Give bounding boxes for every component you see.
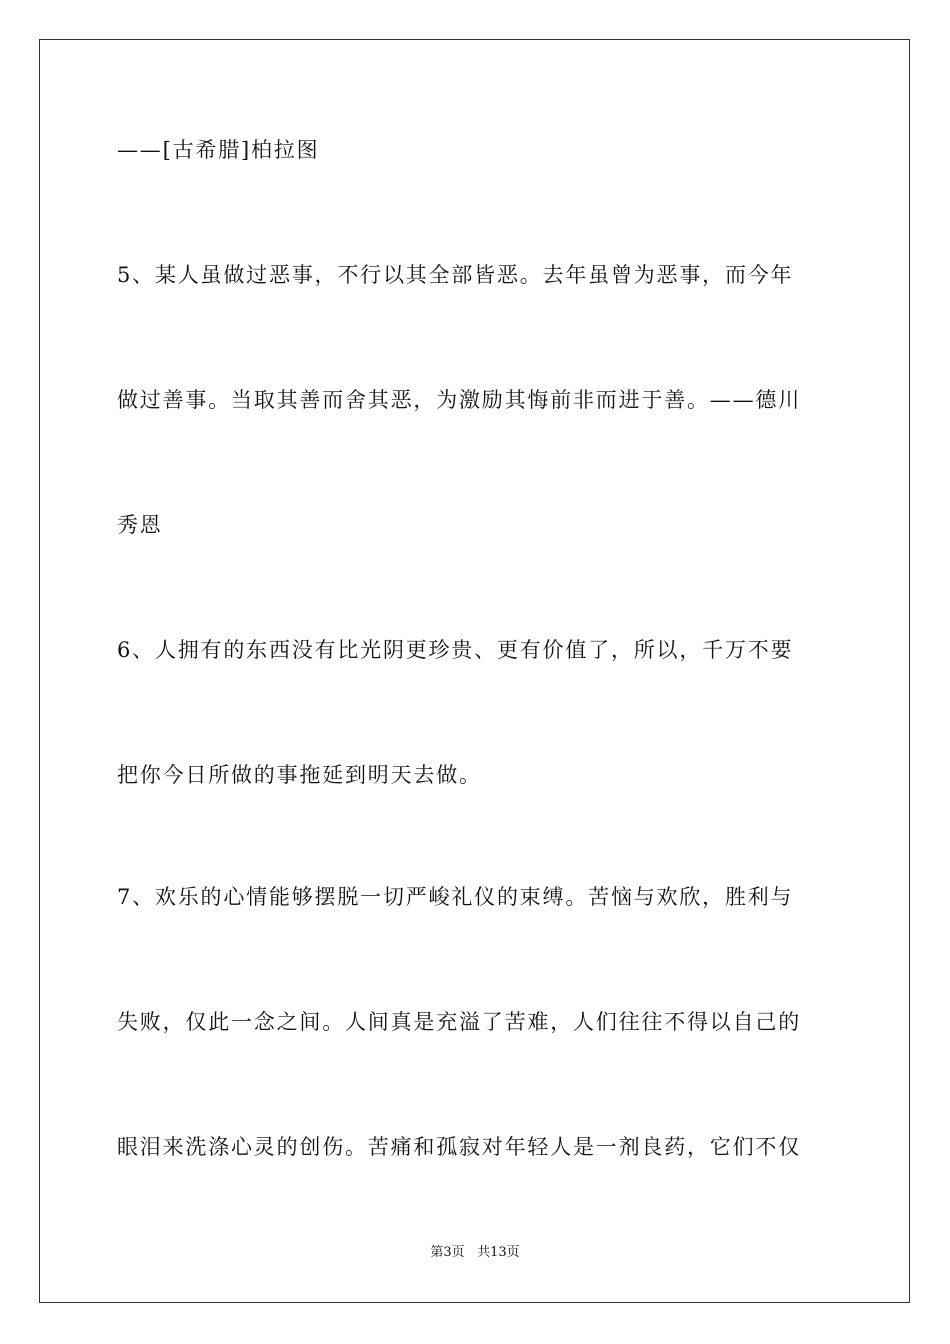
page-footer (0, 1245, 950, 1261)
text-line-quote-5-c: 秀恩 (117, 513, 163, 537)
text-line-quote-6-b: 把你今日所做的事拖延到明天去做。 (117, 763, 482, 787)
page-total: 共13页 (477, 1245, 520, 1260)
text-line-quote-5-a: 5、某人虽做过恶事，不行以其全部皆恶。去年虽曾为恶事，而今年 (117, 263, 794, 287)
page-number: 第3页 (430, 1245, 465, 1260)
text-line-quote-7-b: 失败，仅此一念之间。人间真是充溢了苦难，人们往往不得以自己的 (117, 1010, 801, 1034)
text-line-attribution: ——[古希腊]柏拉图 (117, 138, 320, 162)
page-frame (39, 39, 910, 1303)
text-line-quote-5-b: 做过善事。当取其善而舍其恶，为激励其悔前非而进于善。——德川 (117, 388, 801, 412)
text-line-quote-7-a: 7、欢乐的心情能够摆脱一切严峻礼仪的束缚。苦恼与欢欣，胜利与 (117, 885, 794, 909)
text-line-quote-7-c: 眼泪来洗涤心灵的创伤。苦痛和孤寂对年轻人是一剂良药，它们不仅 (117, 1135, 801, 1159)
text-line-quote-6-a: 6、人拥有的东西没有比光阴更珍贵、更有价值了，所以，千万不要 (117, 638, 794, 662)
